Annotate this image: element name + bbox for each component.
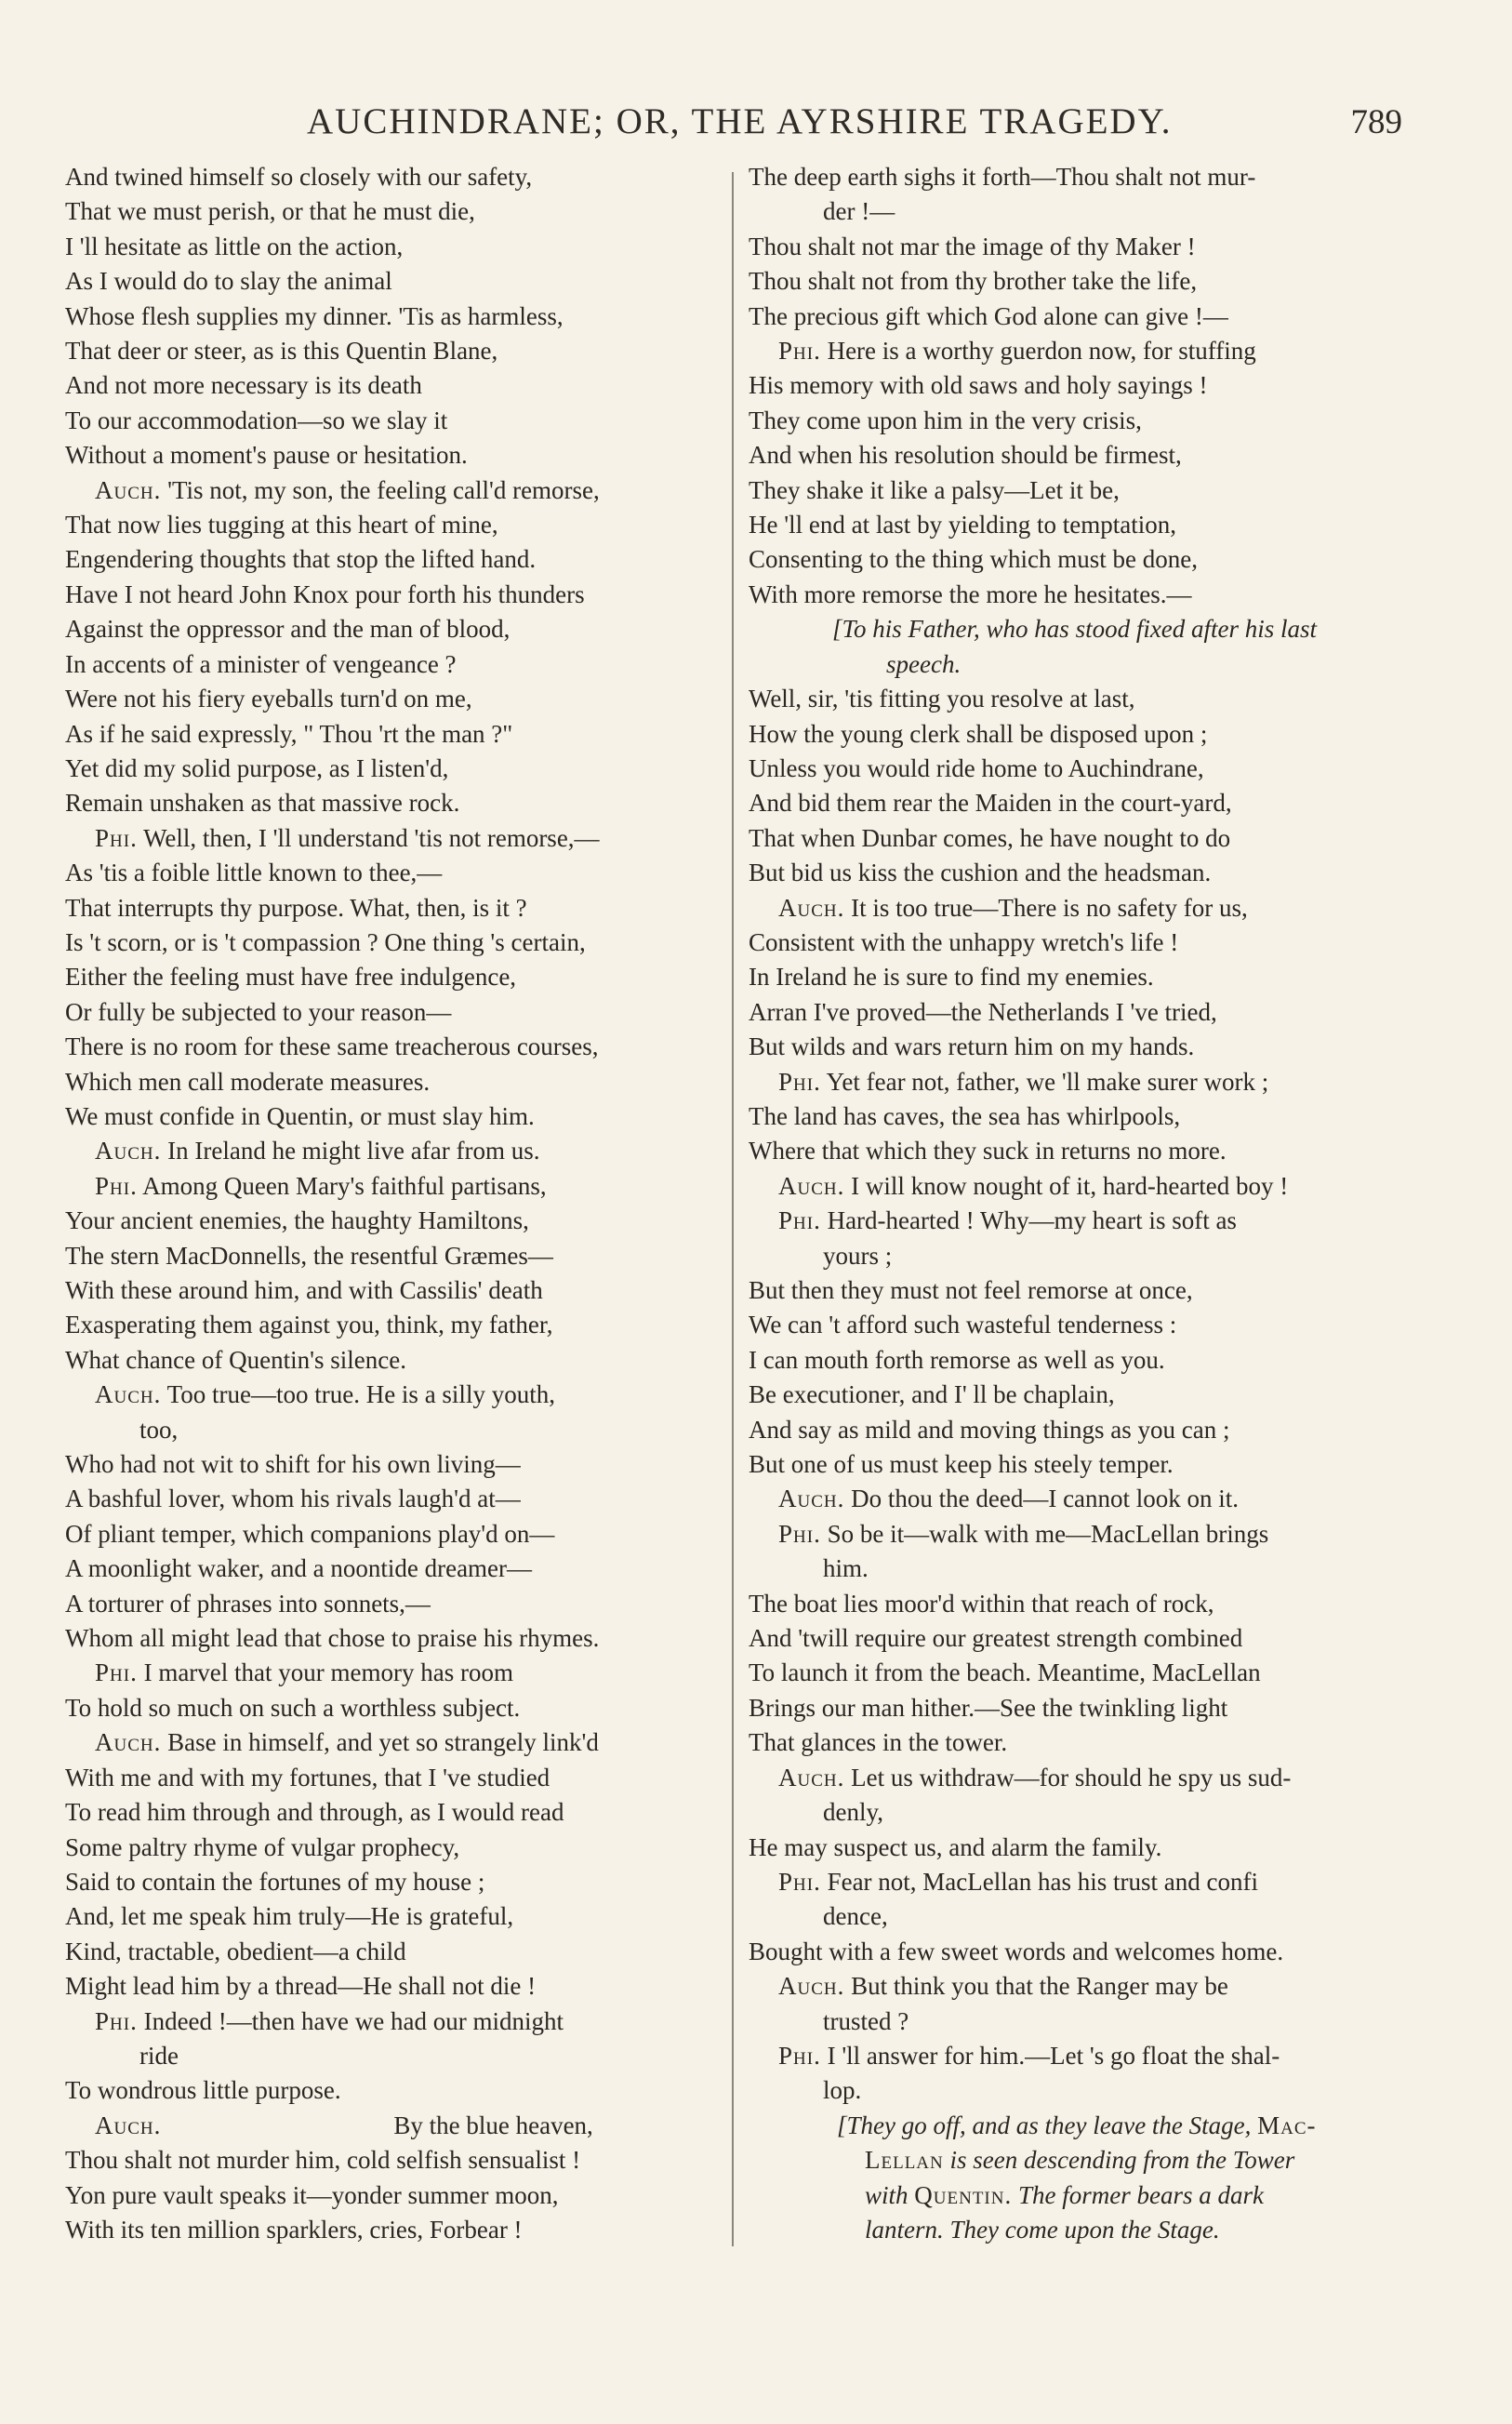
verse-line: Said to contain the fortunes of my house ; [65, 1867, 485, 1896]
verse-line: Whom all might lead that chose to praise his rhymes. [65, 1624, 600, 1653]
verse-line: And, let me speak him truly—He is grateful, [65, 1902, 514, 1931]
verse-line: Thou shalt not murder him, cold selfish sensualist ! [65, 2146, 581, 2175]
speech-line: Phi. I marvel that your memory has room [95, 1658, 513, 1687]
verse-line: Is 't scorn, or is 't compassion ? One thing 's certain, [65, 927, 586, 956]
speaker-name: Phi. [778, 1067, 821, 1096]
speech-line: Auch. In Ireland he might live afar from us. [95, 1137, 540, 1165]
speech-line: Auch. Too true—too true. He is a silly youth, [95, 1380, 555, 1409]
verse-line: But bid us kiss the cushion and the headsman. [749, 859, 1212, 887]
stage-direction: [To his Father, who has stood fixed after his last [832, 615, 1318, 644]
verse-line: That we must perish, or that he must die, [65, 197, 475, 226]
speaker-name: Phi. [778, 337, 821, 366]
verse-line: That interrupts thy purpose. What, then, is it ? [65, 893, 527, 922]
verse-line: His memory with old saws and holy sayings ! [749, 371, 1208, 400]
verse-line: Unless you would ride home to Auchindrane, [749, 753, 1204, 782]
running-head: AUCHINDRANE; OR, THE AYRSHIRE TRAGEDY. [307, 101, 1173, 141]
speaker-name: Auch. [95, 2111, 162, 2139]
speech-line: Auch. 'Tis not, my son, the feeling call'd remorse, [95, 475, 600, 504]
stage-direction-line: Lellan is seen descending from the Tower [865, 2146, 1295, 2175]
verse-line: Were not his fiery eyeballs turn'd on me, [65, 685, 472, 713]
verse-line: That now lies tugging at this heart of mine, [65, 511, 498, 539]
verse-line: But one of us must keep his steely temper. [749, 1450, 1174, 1479]
speech-line: Auch. Do thou the deed—I cannot look on it. [778, 1485, 1240, 1513]
verse-line: Might lead him by a thread—He shall not die ! [65, 1972, 537, 2001]
verse-line: Be executioner, and I' ll be chaplain, [749, 1380, 1115, 1409]
verse-line: With its ten million sparklers, cries, Forbear ! [65, 2215, 523, 2244]
speech-line: Auch. I will know nought of it, hard-hearted boy ! [778, 1171, 1289, 1200]
stage-direction-line: lantern. They come upon the Stage. [865, 2215, 1220, 2244]
speaker-name: Auch. [95, 1137, 162, 1165]
verse-line: As if he said expressly, " Thou 'rt the man ?" [65, 719, 513, 748]
verse-continuation: lop. [823, 2076, 862, 2105]
verse-line: Arran I've proved—the Netherlands I 've tried, [749, 997, 1217, 1026]
verse-line: To our accommodation—so we slay it [65, 406, 448, 434]
verse-line: Or fully be subjected to your reason— [65, 997, 452, 1026]
verse-continuation: trusted ? [823, 2006, 909, 2035]
verse-line: Kind, tractable, obedient—a child [65, 1937, 406, 1965]
speaker-name: Phi. [95, 823, 138, 852]
verse-line: With me and with my fortunes, that I 've studied [65, 1763, 550, 1791]
speech-line: Auch. Let us withdraw—for should he spy us sud- [778, 1763, 1292, 1791]
verse-line: To read him through and through, as I would read [65, 1798, 564, 1827]
verse-line: The land has caves, the sea has whirlpools, [749, 1101, 1181, 1130]
verse-line: And bid them rear the Maiden in the court-yard, [749, 789, 1232, 818]
verse-line: Remain unshaken as that massive rock. [65, 789, 460, 818]
speaker-name: Auch. [95, 475, 162, 504]
verse-line: They shake it like a palsy—Let it be, [749, 475, 1120, 504]
verse-line: And when his resolution should be firmest, [749, 441, 1182, 470]
verse-line: A moonlight waker, and a noontide dreamer— [65, 1554, 533, 1583]
verse-line: He 'll end at last by yielding to temptation, [749, 511, 1177, 539]
verse-line: As I would do to slay the animal [65, 267, 392, 296]
verse-line: Yon pure vault speaks it—yonder summer moon, [65, 2180, 559, 2209]
right-column [749, 160, 1404, 2247]
verse-continuation: him. [823, 1554, 869, 1583]
verse-continuation: dence, [823, 1902, 888, 1931]
verse-line: Well, sir, 'tis fitting you resolve at last, [749, 685, 1135, 713]
speech-line: Phi. Indeed !—then have we had our midnight [95, 2006, 564, 2035]
speech-line: Auch. Base in himself, and yet so strangely link'd [95, 1728, 599, 1757]
speech-line: Phi. Yet fear not, father, we 'll make surer work ; [778, 1067, 1269, 1096]
speech-line: Phi. Well, then, I 'll understand 'tis not remorse,— [95, 823, 600, 852]
verse-line: He may suspect us, and alarm the family. [749, 1832, 1162, 1861]
verse-line: And not more necessary is its death [65, 371, 422, 400]
speech-line: Phi. Fear not, MacLellan has his trust and confi [778, 1867, 1258, 1896]
speaker-name: Phi. [95, 2006, 138, 2035]
stage-direction-line: with Quentin. The former bears a dark [865, 2180, 1264, 2209]
verse-line: Consenting to the thing which must be done, [749, 545, 1198, 574]
verse-line: Yet did my solid purpose, as I listen'd, [65, 753, 449, 782]
verse-line: Of pliant temper, which companions play'd on— [65, 1519, 555, 1548]
verse-line: In accents of a minister of vengeance ? [65, 649, 457, 678]
verse-line: Brings our man hither.—See the twinkling light [749, 1693, 1228, 1722]
verse-line: Thou shalt not mar the image of thy Maker ! [749, 232, 1196, 260]
stage-direction-continuation: speech. [886, 649, 962, 678]
verse-line: To hold so much on such a worthless subject. [65, 1693, 521, 1722]
verse-line: That when Dunbar comes, he have nought to do [749, 823, 1231, 852]
verse-line: In Ireland he is sure to find my enemies. [749, 963, 1154, 992]
speaker-name: Phi. [778, 2041, 821, 2070]
verse-line: With more remorse the more he hesitates.— [749, 579, 1192, 608]
verse-continuation: denly, [823, 1798, 883, 1827]
verse-line: Without a moment's pause or hesitation. [65, 441, 468, 470]
verse-line: Whose flesh supplies my dinner. 'Tis as harmless, [65, 301, 564, 330]
verse-line: And say as mild and moving things as you can ; [749, 1415, 1230, 1444]
page-number: 789 [1350, 103, 1402, 141]
speaker-name: Auch. [778, 1171, 845, 1200]
verse-line: Where that which they suck in returns no more. [749, 1137, 1227, 1165]
closing-stage-direction [749, 2109, 1404, 2248]
verse-line: The boat lies moor'd within that reach of rock, [749, 1589, 1214, 1618]
verse-line: To launch it from the beach. Meantime, MacLellan [749, 1658, 1261, 1687]
verse-line: Have I not heard John Knox pour forth his thunders [65, 579, 585, 608]
verse-line: Some paltry rhyme of vulgar prophecy, [65, 1832, 460, 1861]
verse-line: Against the oppressor and the man of blood, [65, 615, 511, 644]
verse-line: That deer or steer, as is this Quentin Blane, [65, 337, 498, 366]
verse-continuation: der !— [823, 197, 895, 226]
speaker-name: Auch. [778, 1763, 845, 1791]
verse-line: Thou shalt not from thy brother take the life, [749, 267, 1198, 296]
verse-line: But then they must not feel remorse at once, [749, 1276, 1193, 1304]
left-column [65, 160, 735, 2247]
verse-line: Which men call moderate measures. [65, 1067, 431, 1096]
verse-continuation: yours ; [823, 1241, 893, 1270]
verse-line: Who had not wit to shift for his own living— [65, 1450, 521, 1479]
verse-line: The stern MacDonnells, the resentful Græmes— [65, 1241, 553, 1270]
verse-line: The precious gift which God alone can give !— [749, 301, 1228, 330]
verse-line: Engendering thoughts that stop the lifted hand. [65, 545, 537, 574]
speech-line: Phi. So be it—walk with me—MacLellan brings [778, 1519, 1269, 1548]
speaker-name: Auch. [778, 1972, 845, 2001]
speech-line: Phi. Hard-hearted ! Why—my heart is soft as [778, 1206, 1237, 1235]
verse-line: How the young clerk shall be disposed upon ; [749, 719, 1208, 748]
verse-continuation: ride [139, 2041, 179, 2070]
stage-direction-line: [They go off, and as they leave the Stage, Mac- [837, 2111, 1317, 2139]
speaker-name: Phi. [778, 1206, 821, 1235]
speaker-name: Phi. [95, 1658, 138, 1687]
verse-line: Exasperating them against you, think, my father, [65, 1311, 553, 1339]
verse-line: The deep earth sighs it forth—Thou shalt not mur- [749, 163, 1256, 191]
speech-line: Auch. But think you that the Ranger may be [778, 1972, 1228, 2001]
verse-line: I can mouth forth remorse as well as you. [749, 1345, 1165, 1374]
verse-line: There is no room for these same treacherous courses, [65, 1032, 599, 1061]
verse-line: And twined himself so closely with our safety, [65, 163, 533, 191]
verse-line: As 'tis a foible little known to thee,— [65, 859, 443, 887]
speech-line: Phi. I 'll answer for him.—Let 's go float the shal- [778, 2041, 1280, 2070]
speaker-name: Phi. [778, 1519, 821, 1548]
verse-line: That glances in the tower. [749, 1728, 1008, 1757]
speaker-name: Phi. [778, 1867, 821, 1896]
speech-line: Auch. By the blue heaven, [95, 2111, 593, 2139]
verse-line: We must confide in Quentin, or must slay him. [65, 1101, 535, 1130]
speaker-name: Auch. [778, 1485, 845, 1513]
speaker-name: Auch. [95, 1380, 162, 1409]
speaker-name: Auch. [778, 893, 845, 922]
verse-line: Consistent with the unhappy wretch's life ! [749, 927, 1179, 956]
speech-line: Auch. It is too true—There is no safety for us, [778, 893, 1248, 922]
speech-line: Phi. Here is a worthy guerdon now, for stuffing [778, 337, 1256, 366]
verse-line: With these around him, and with Cassilis' death [65, 1276, 543, 1304]
verse-line: But wilds and wars return him on my hands. [749, 1032, 1195, 1061]
verse-line: They come upon him in the very crisis, [749, 406, 1142, 434]
verse-continuation: too, [139, 1415, 179, 1444]
verse-line: To wondrous little purpose. [65, 2076, 341, 2105]
verse-line: A bashful lover, whom his rivals laugh'd at— [65, 1485, 521, 1513]
verse-line: A torturer of phrases into sonnets,— [65, 1589, 431, 1618]
verse-line: Either the feeling must have free indulgence, [65, 963, 517, 992]
speaker-name: Phi. [95, 1171, 138, 1200]
verse-line: What chance of Quentin's silence. [65, 1345, 406, 1374]
verse-line: Your ancient enemies, the haughty Hamiltons, [65, 1206, 529, 1235]
verse-line: And 'twill require our greatest strength combined [749, 1624, 1243, 1653]
verse-line: Bought with a few sweet words and welcomes home. [749, 1937, 1284, 1965]
speaker-name: Auch. [95, 1728, 162, 1757]
speech-line: Phi. Among Queen Mary's faithful partisans, [95, 1171, 547, 1200]
verse-line: We can 't afford such wasteful tenderness : [749, 1311, 1177, 1339]
verse-line: I 'll hesitate as little on the action, [65, 232, 404, 260]
